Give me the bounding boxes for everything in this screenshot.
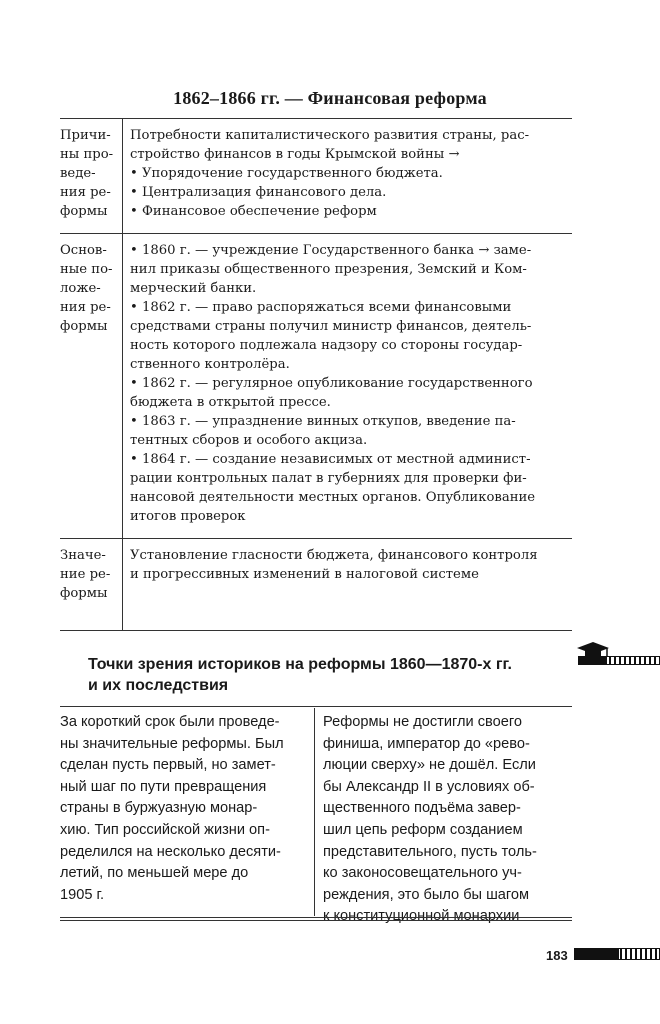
text-line: • Финансовое обеспечение реформ: [130, 204, 377, 219]
text-line: • 1863 г. — упразднение винных откупов, введение па-: [130, 414, 516, 429]
page-title: 1862–1866 гг. — Финансовая реформа: [173, 88, 487, 108]
text-line: • Централизация финансового дела.: [130, 185, 387, 200]
divider: [60, 706, 572, 707]
table-row: [60, 234, 572, 539]
text-line: бюджета в открытой прессе.: [130, 395, 331, 410]
table-row: [60, 119, 572, 234]
text-line: ность которого подлежала надзору со стороны государ-: [130, 338, 523, 353]
view-left: За короткий срок были проведе- ны значительные реформы. Был сделан пусть первый, но замет- ный шаг по пути превращения страны в буржуазную монар- хию. Тип российской жизни оп- ределился на несколько десяти- летий, по меньшей мере до 1905 г.: [60, 708, 315, 916]
row-label: Причи- ны про- веде- ния ре- формы: [60, 119, 123, 234]
reform-table: [60, 118, 572, 631]
text-line: • Упорядочение государственного бюджета.: [130, 166, 443, 181]
row-content: [123, 119, 573, 234]
row-label: Значе- ние ре- формы: [60, 539, 123, 631]
page-number: 183: [546, 948, 568, 963]
historians-views-table: [60, 708, 572, 925]
section-title: Точки зрения историков на реформы 1860—1870-х гг. и их последствия: [88, 656, 512, 694]
row-label: Основ- ные по- ложе- ния ре- формы: [60, 234, 123, 539]
section-marker-bar: [578, 656, 660, 665]
text-line: • 1862 г. — право распоряжаться всеми финансовыми: [130, 300, 512, 315]
text-line: • 1862 г. — регулярное опубликование государственного: [130, 376, 533, 391]
view-right: Реформы не достигли своего финиша, император до «рево- люции сверху» не дошёл. Если бы Александр II в условиях об- щественного подъёма завер- шил цепь реформ созданием представительного, пусть толь- ко законосовещательного уч- реждения, это было бы шагом к конституционной монархии: [323, 714, 537, 925]
text-line: мерческий банки.: [130, 281, 257, 296]
divider: [60, 917, 572, 918]
divider: [60, 920, 572, 921]
text-line: • 1864 г. — создание независимых от местной админист-: [130, 452, 531, 467]
row-content: [123, 539, 573, 631]
text-line: нил приказы общественного презрения, Земский и Ком-: [130, 262, 527, 277]
text-line: Установление гласности бюджета, финансового контроля: [130, 548, 538, 563]
text-line: итогов проверок: [130, 509, 246, 524]
text-line: ственного контролёра.: [130, 357, 290, 372]
text-line: нансовой деятельности местных органов. Опубликование: [130, 490, 536, 505]
text-line: средствами страны получил министр финансов, деятель-: [130, 319, 532, 334]
text-line: тентных сборов и особого акциза.: [130, 433, 368, 448]
text-line: • 1860 г. — учреждение Государственного банка → заме-: [130, 243, 532, 258]
page-marker-bar: [574, 948, 660, 960]
text-line: стройство финансов в годы Крымской войны →: [130, 147, 460, 162]
row-content: [123, 234, 573, 539]
text-line: и прогрессивных изменений в налоговой системе: [130, 567, 479, 582]
text-line: рации контрольных палат в губерниях для проверки фи-: [130, 471, 527, 486]
text-line: Потребности капиталистического развития страны, рас-: [130, 128, 530, 143]
table-row: [60, 539, 572, 631]
